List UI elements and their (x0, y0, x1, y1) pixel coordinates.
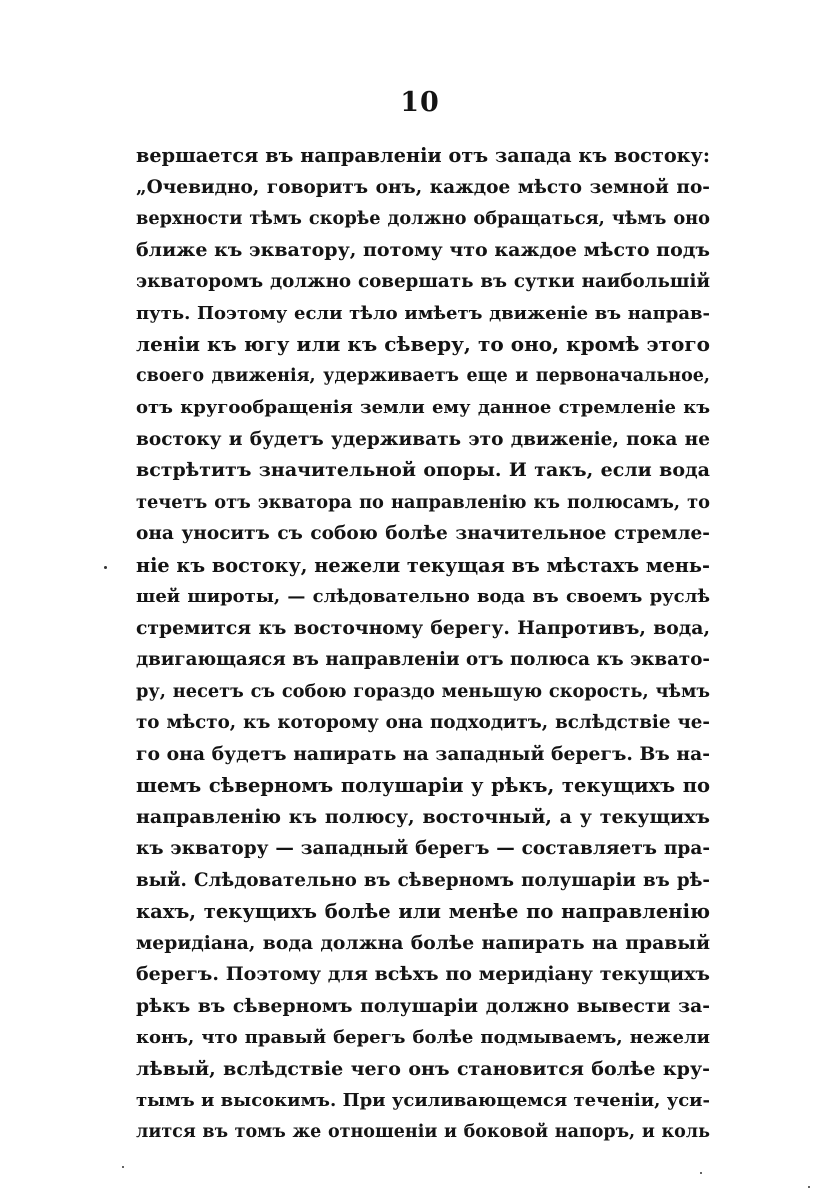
text-line: леніи къ югу или къ сѣверу, то оно, кромѣ этого (136, 332, 710, 356)
scan-speck (104, 566, 107, 569)
text-line: лѣвый, вслѣдствіе чего онъ становится болѣе кру- (136, 1057, 710, 1080)
text-line: кахъ, текущихъ болѣе или менѣе по направленію (136, 900, 710, 923)
scan-speck (700, 1172, 702, 1174)
text-line: встрѣтитъ значительной опоры. И такъ, если вода (136, 459, 710, 481)
text-line: го она будетъ напирать на западный берегъ. Въ на- (136, 742, 710, 765)
text-line: своего движенія, удерживаетъ еще и первоначальное, (136, 365, 710, 386)
text-line: двигающаяся въ направленіи отъ полюса къ эквато- (136, 649, 710, 670)
page-number: 10 (400, 87, 440, 118)
text-line: стремится къ восточному берегу. Напротивъ, вода, (136, 616, 710, 639)
text-line: вершается въ направленіи отъ запада къ востоку: (136, 144, 710, 167)
text-line: лится въ томъ же отношеніи и боковой напоръ, и коль (136, 1121, 710, 1142)
text-line: направленію къ полюсу, восточный, а у текущихъ (136, 805, 710, 828)
text-line: шемъ сѣверномъ полушаріи у рѣкъ, текущихъ по (136, 774, 710, 797)
text-line: отъ кругообращенія земли ему данное стремленіе къ (136, 397, 710, 418)
scan-speck (808, 1186, 810, 1188)
text-line: востоку и будетъ удерживать это движеніе, пока не (136, 428, 710, 450)
text-line: къ экватору — западный берегъ — составляетъ пра- (136, 838, 710, 859)
text-line: меридіана, вода должна болѣе напирать на правый (136, 931, 710, 954)
text-line: она уноситъ съ собою болѣе значительное стремле- (136, 523, 710, 544)
body-text (136, 140, 710, 1148)
text-line: рѣкъ въ сѣверномъ полушаріи должно вывести за- (136, 994, 710, 1017)
text-line: ру, несетъ съ собою гораздо меньшую скорость, чѣмъ (136, 680, 710, 702)
text-line: „Очевидно, говоритъ онъ, каждое мѣсто земной по- (136, 176, 710, 198)
text-line: тымъ и высокимъ. При усиливающемся теченіи, уси- (136, 1090, 710, 1111)
scan-speck (122, 1166, 124, 1168)
text-line: верхности тѣмъ скорѣе должно обращаться, чѣмъ оно (136, 208, 710, 229)
text-line: берегъ. Поэтому для всѣхъ по меридіану текущихъ (136, 963, 710, 985)
text-line: вый. Слѣдовательно въ сѣверномъ полушаріи въ рѣ- (136, 869, 710, 891)
text-line: ніе къ востоку, нежели текущая въ мѣстахъ мень- (136, 553, 710, 577)
text-line: экваторомъ должно совершать въ сутки наибольшій (136, 271, 710, 292)
text-line: шей широты, — слѣдовательно вода въ своемъ руслѣ (136, 586, 710, 607)
text-line: конъ, что правый берегъ болѣе подмываемъ, нежели (136, 1027, 710, 1048)
text-line: ближе къ экватору, потому что каждое мѣсто подъ (136, 238, 710, 261)
text-line: течетъ отъ экватора по направленію къ полюсамъ, то (136, 491, 710, 513)
text-line: то мѣсто, къ которому она подходитъ, вслѣдствіе че- (136, 712, 710, 733)
text-line: путь. Поэтому если тѣло имѣетъ движеніе въ направ- (136, 302, 710, 324)
